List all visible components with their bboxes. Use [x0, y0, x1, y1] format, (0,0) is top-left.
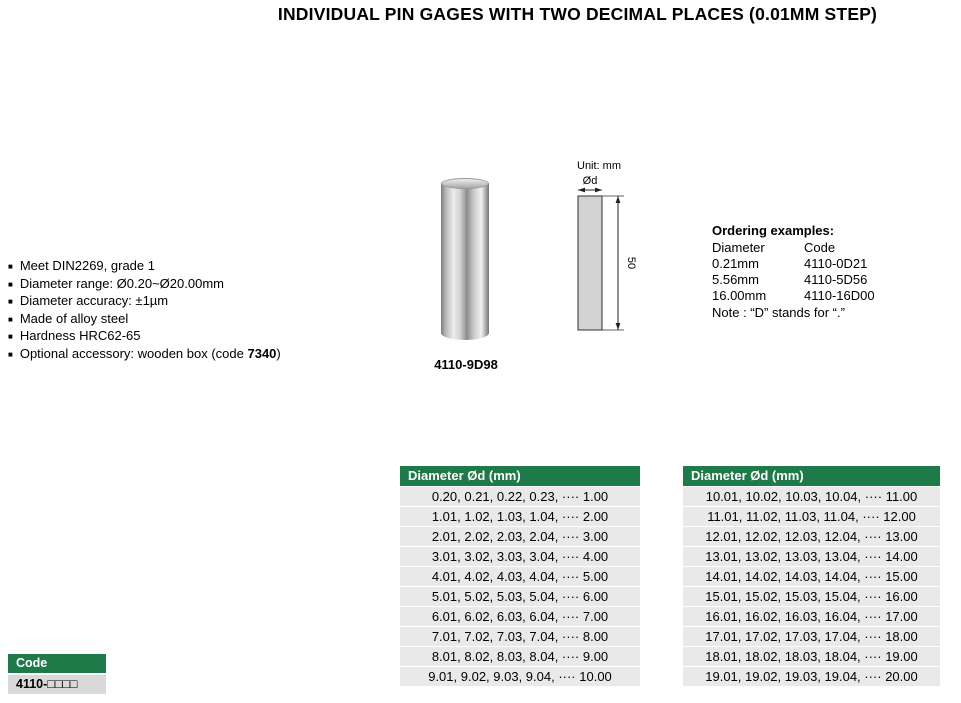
diameter-table-left [400, 466, 640, 686]
pin-top-cap [441, 178, 489, 189]
table-row: 8.01, 8.02, 8.03, 8.04, ···· 9.00 [400, 646, 640, 666]
diameter-dim-label: Ød [582, 175, 598, 187]
feature-text: Diameter accuracy: ±1µm [19, 293, 169, 308]
code-block-header: Code [8, 654, 106, 673]
square-bullet-icon: ■ [8, 279, 13, 289]
feature-text: Optional accessory: wooden box (code 7340) [19, 345, 281, 361]
table-row: 14.01, 14.02, 14.03, 14.04, ···· 15.00 [683, 566, 940, 586]
square-bullet-icon: ■ [8, 297, 13, 306]
table-header: Diameter Ød (mm) [683, 466, 940, 486]
table-row: 4.01, 4.02, 4.03, 4.04, ···· 5.00 [400, 566, 640, 586]
feature-item [8, 312, 281, 327]
pin-outline-rect [578, 196, 602, 330]
table-row: 11.01, 11.02, 11.03, 11.04, ···· 12.00 [683, 506, 940, 526]
ordering-cell-diameter: 0.21mm [712, 256, 759, 271]
square-bullet-icon: ■ [8, 314, 13, 324]
feature-item [8, 329, 281, 344]
ordering-col-header-diameter: Diameter [712, 240, 765, 255]
square-bullet-icon: ■ [8, 349, 13, 359]
square-bullet-icon: ■ [8, 332, 13, 341]
table-header: Diameter Ød (mm) [400, 466, 640, 486]
table-row: 15.01, 15.02, 15.03, 15.04, ···· 16.00 [683, 586, 940, 606]
ordering-cell-diameter: 5.56mm [712, 272, 759, 287]
accessory-code: 7340 [247, 345, 277, 361]
table-row: 1.01, 1.02, 1.03, 1.04, ···· 2.00 [400, 506, 640, 526]
table-row: 10.01, 10.02, 10.03, 10.04, ···· 11.00 [683, 486, 940, 506]
ordering-examples [712, 223, 875, 321]
feature-item [8, 259, 281, 274]
ordering-table [712, 240, 875, 304]
feature-text: Diameter range: Ø0.20~Ø20.00mm [19, 275, 224, 291]
ordering-cell-code: 4110-5D56 [804, 272, 868, 287]
table-row: 6.01, 6.02, 6.03, 6.04, ···· 7.00 [400, 606, 640, 626]
page-title: INDIVIDUAL PIN GAGES WITH TWO DECIMAL PLACES (0.01MM STEP) [277, 4, 878, 24]
technical-drawing [566, 173, 666, 353]
code-block-value: 4110-□□□□ [8, 675, 106, 694]
table-row: 19.01, 19.02, 19.03, 19.04, ···· 20.00 [683, 666, 940, 686]
feature-item [8, 294, 281, 309]
feature-text: Meet DIN2269, grade 1 [19, 258, 155, 273]
feature-item [8, 347, 281, 362]
pin-gage-image [441, 178, 489, 340]
table-row: 12.01, 12.02, 12.03, 12.04, ···· 13.00 [683, 526, 940, 546]
diameter-table-right [683, 466, 940, 686]
square-bullet-icon: ■ [8, 262, 13, 271]
feature-text: Made of alloy steel [19, 310, 129, 326]
ordering-note: Note : “D” stands for “.” [712, 305, 845, 320]
ordering-cell-diameter: 16.00mm [712, 288, 767, 303]
feature-text: Hardness HRC62-65 [19, 328, 141, 343]
table-row: 18.01, 18.02, 18.03, 18.04, ···· 19.00 [683, 646, 940, 666]
table-row: 16.01, 16.02, 16.03, 16.04, ···· 17.00 [683, 606, 940, 626]
product-code-label: 4110-9D98 [434, 357, 498, 372]
table-row: 3.01, 3.02, 3.03, 3.04, ···· 4.00 [400, 546, 640, 566]
ordering-col-header-code: Code [804, 240, 836, 255]
unit-label: Unit: mm [577, 160, 621, 172]
features-list [8, 259, 281, 364]
table-row: 13.01, 13.02, 13.03, 13.04, ···· 14.00 [683, 546, 940, 566]
pin-body [441, 183, 489, 340]
feature-item [8, 277, 281, 292]
table-row: 7.01, 7.02, 7.03, 7.04, ···· 8.00 [400, 626, 640, 646]
table-row: 0.20, 0.21, 0.22, 0.23, ···· 1.00 [400, 486, 640, 506]
table-row: 9.01, 9.02, 9.03, 9.04, ···· 10.00 [400, 666, 640, 686]
table-row: 5.01, 5.02, 5.03, 5.04, ···· 6.00 [400, 586, 640, 606]
ordering-cell-code: 4110-0D21 [804, 256, 868, 271]
ordering-cell-code: 4110-16D00 [804, 288, 875, 303]
table-row: 2.01, 2.02, 2.03, 2.04, ···· 3.00 [400, 526, 640, 546]
table-row: 17.01, 17.02, 17.03, 17.04, ···· 18.00 [683, 626, 940, 646]
ordering-title: Ordering examples: [712, 223, 835, 238]
length-dim-label: 50 [625, 256, 637, 270]
